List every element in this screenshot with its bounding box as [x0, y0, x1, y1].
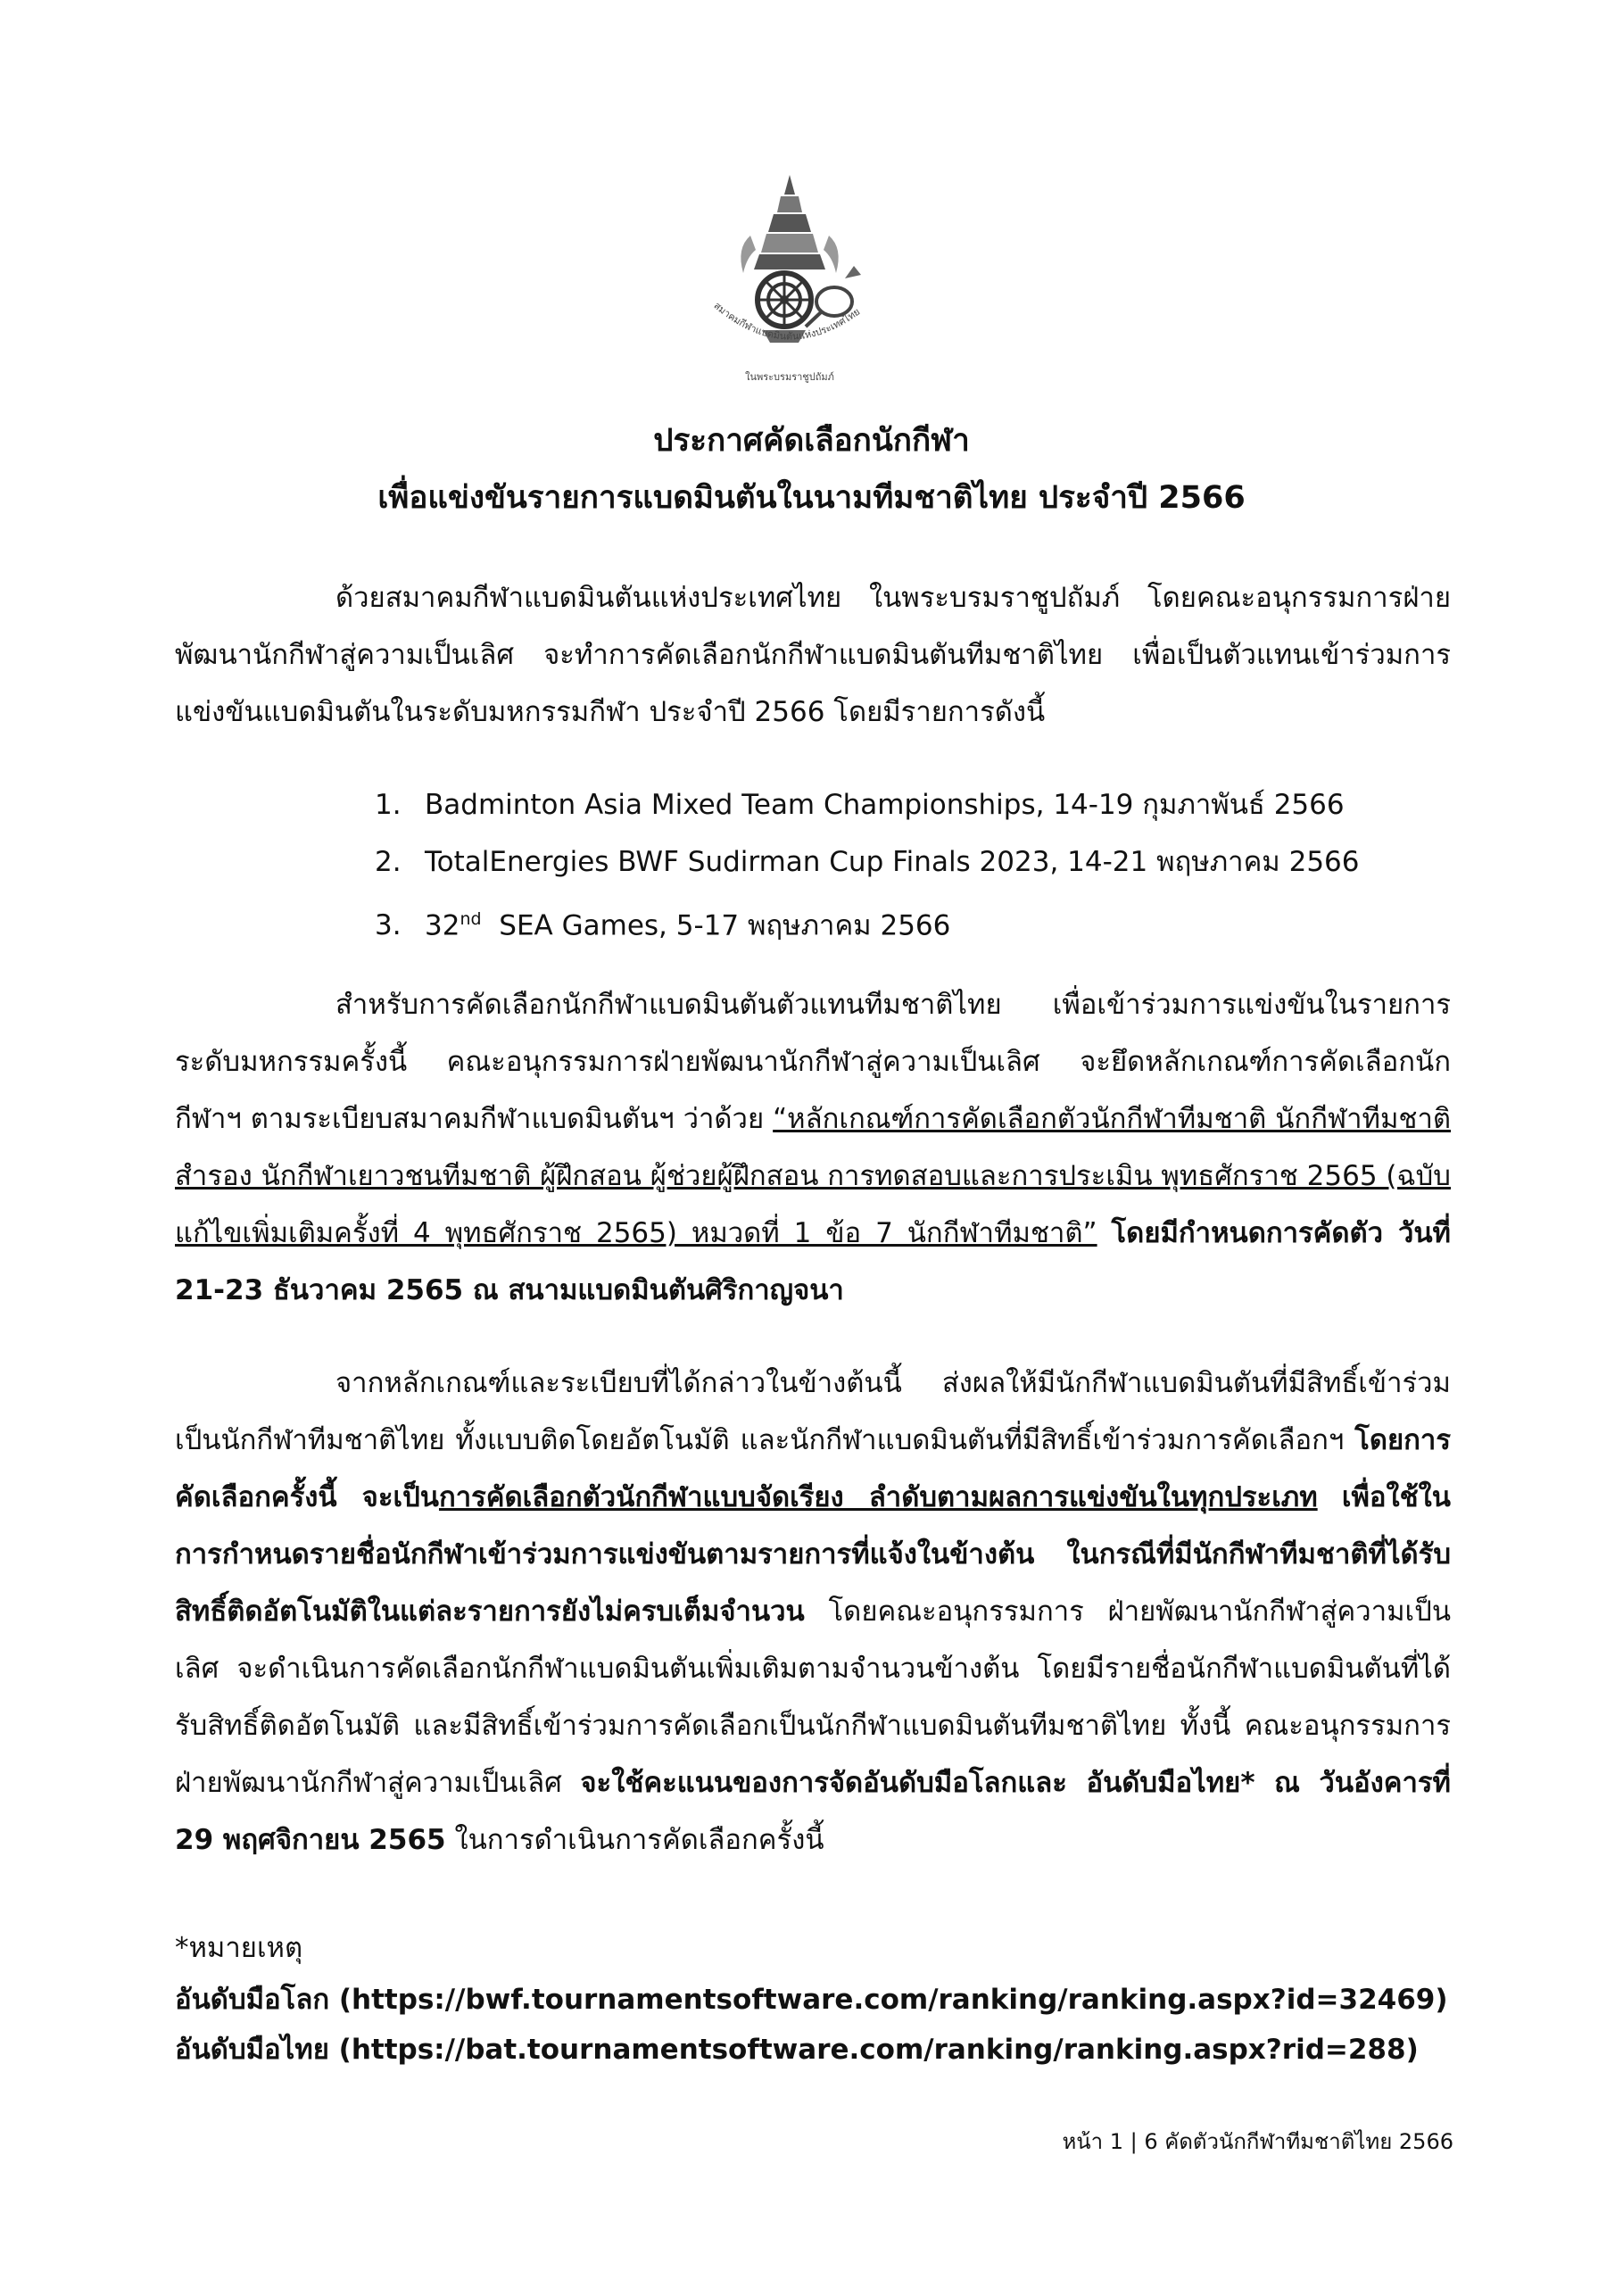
ordinal-suffix: nd: [460, 909, 482, 929]
note-heading: *หมายเหตุ: [175, 1932, 303, 1964]
list-item: [375, 776, 1360, 833]
svg-text:สมาคมกีฬาแบดมินตันแห่งประเทศไท: [711, 300, 862, 343]
list-item-number: 1.: [375, 789, 402, 821]
event-list: [375, 776, 1360, 948]
trial-schedule: โดยมีกำหนดการคัดตัว วันที่ 21-23 ธันวาคม 2565 ณ สนามแบดมินตันศิริกาญจนา: [175, 1217, 1451, 1306]
method-bold-2: เพื่อใช้ในการกำหนดรายชื่อนักกีฬาเข้าร่วมการแข่งขันตามรายการที่แจ้งในข้างต้น ในกรณีที่มีนักกีฬาทีมชาติที่ได้รับสิทธิ์ติดอัตโนมัติในแต่ละรายการยังไม่ครบเต็มจำนวน: [175, 1481, 1451, 1628]
method-text-3: ในการดำเนินการคัดเลือกครั้งนี้: [454, 1824, 824, 1856]
ordinal-number: 32: [425, 909, 460, 942]
method-text-2: โดยคณะอนุกรรมการ ฝ่ายพัฒนานักกีฬาสู่ความเป็นเลิศ จะดำเนินการคัดเลือกนักกีฬาแบดมินตันเพิ่มเติมตามจำนวนข้างต้น โดยมีรายชื่อนักกีฬาแบดมินตันที่ได้รับสิทธิ์ติดอัตโนมัติ และมีสิทธิ์เข้าร่วมการคัดเลือกเป็นนักกีฬาแบดมินตันทีมชาติไทย ทั้งนี้ คณะอนุกรรมการ ฝ่ายพัฒนานักกีฬาสู่ความเป็นเลิศ: [175, 1596, 1452, 1799]
list-item-text: SEA Games, 5-17 พฤษภาคม 2566: [499, 909, 951, 942]
association-logo: [691, 168, 888, 391]
method-bold-1: โดยการคัดเลือกครั้งนี้ จะเป็น: [175, 1424, 1451, 1513]
selection-method-paragraph: [175, 1355, 1451, 1869]
regulation-title: “หลักเกณฑ์การคัดเลือกตัวนักกีฬาทีมชาติ นักกีฬาทีมชาติสำรอง นักกีฬาเยาวชนทีมชาติ ผู้ฝึกสอน ผู้ช่วยผู้ฝึกสอน การทดสอบและการประเมิน พุทธศักราช 2565 (ฉบับแก้ไขเพิ่มเติมครั้งที่ 4 พุทธศักราช 2565) หมวดที่ 1 ข้อ 7 นักกีฬาทีมชาติ”: [175, 1103, 1452, 1249]
logo-caption-line2: ในพระบรมราชูปถัมภ์: [745, 371, 834, 383]
criteria-lead-text: สำหรับการคัดเลือกนักกีฬาแบดมินตันตัวแทนทีมชาติไทย เพื่อเข้าร่วมการแข่งขันในรายการระดับมหกรรมครั้งนี้ คณะอนุกรรมการฝ่ายพัฒนานักกีฬาสู่ความเป็นเลิศ จะยึดหลักเกณฑ์การคัดเลือกนักกีฬาฯ ตามระเบียบสมาคมกีฬาแบดมินตันฯ ว่าด้วย: [175, 989, 1451, 1135]
list-item-number: 2.: [375, 846, 402, 878]
intro-paragraph: [175, 569, 1451, 741]
page-footer: หน้า 1 | 6 คัดตัวนักกีฬาทีมชาติไทย 2566: [1062, 2129, 1453, 2154]
list-item-text: TotalEnergies BWF Sudirman Cup Finals 2023, 14-21 พฤษภาคม 2566: [425, 846, 1360, 878]
selection-criteria-paragraph: [175, 976, 1451, 1319]
logo-caption-line1: สมาคมกีฬาแบดมินตันแห่งประเทศไทย: [711, 299, 863, 343]
world-ranking-link[interactable]: อันดับมือโลก (https://bwf.tournamentsoftware.com/ranking/ranking.aspx?id=32469): [175, 1984, 1448, 2016]
intro-text: ด้วยสมาคมกีฬาแบดมินตันแห่งประเทศไทย ในพระบรมราชูปถัมภ์ โดยคณะอนุกรรมการฝ่ายพัฒนานักกีฬาสู่ความเป็นเลิศ จะทำการคัดเลือกนักกีฬาแบดมินตันทีมชาติไทย เพื่อเป็นตัวแทนเข้าร่วมการแข่งขันแบดมินตันในระดับมหกรรมกีฬา ประจำปี 2566 โดยมีรายการดังนี้: [175, 582, 1451, 728]
list-item: [375, 833, 1360, 891]
method-text-1: จากหลักเกณฑ์และระเบียบที่ได้กล่าวในข้างต้นนี้ ส่งผลให้มีนักกีฬาแบดมินตันที่มีสิทธิ์เข้าร่วมเป็นนักกีฬาทีมชาติไทย ทั้งแบบติดโดยอัตโนมัติ และนักกีฬาแบดมินตันที่มีสิทธิ์เข้าร่วมการคัดเลือกฯ: [175, 1367, 1451, 1456]
list-item-text: Badminton Asia Mixed Team Championships, 14-19 กุมภาพันธ์ 2566: [425, 789, 1345, 821]
page-subtitle: เพื่อแข่งขันรายการแบดมินตันในนามทีมชาติไทย ประจำปี 2566: [377, 480, 1246, 516]
page-title: ประกาศคัดเลือกนักกีฬา: [653, 423, 970, 459]
ranking-date-bold: จะใช้คะแนนของการจัดอันดับมือโลกและ อันดับมือไทย* ณ วันอังคารที่ 29 พฤศจิกายน 2565: [175, 1767, 1451, 1856]
royal-crest-badminton-emblem-icon: [691, 168, 888, 391]
list-item: [375, 891, 1360, 948]
thai-ranking-link[interactable]: อันดับมือไทย (https://bat.tournamentsoftware.com/ranking/ranking.aspx?rid=288): [175, 2034, 1419, 2066]
method-bold-underlined: การคัดเลือกตัวนักกีฬาแบบจัดเรียง ลำดับตามผลการแข่งขันในทุกประเภท: [438, 1481, 1318, 1513]
list-item-number: 3.: [375, 909, 402, 942]
